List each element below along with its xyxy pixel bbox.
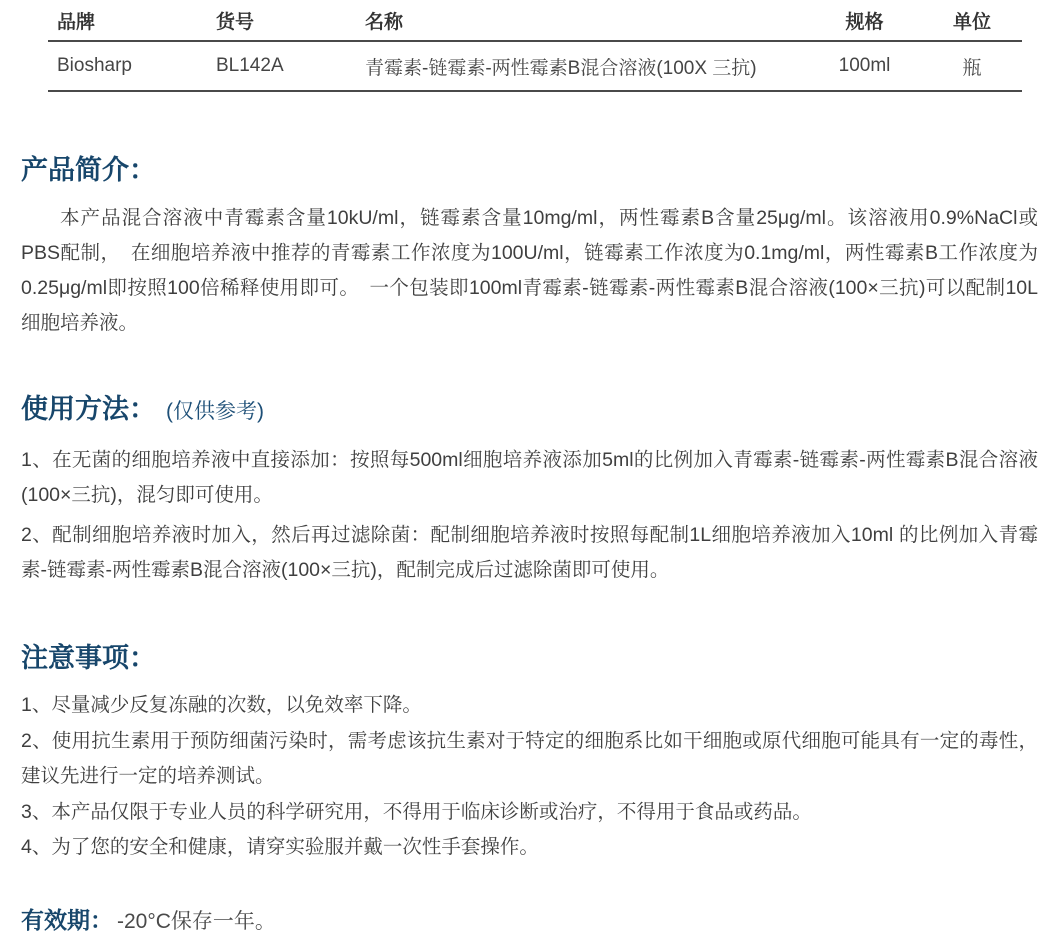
table-header-row xyxy=(48,0,1022,41)
column-header-unit: 单位 xyxy=(952,11,991,33)
section-title-precautions: 注意事项： xyxy=(21,642,156,673)
usage-title-text: 使用方法： xyxy=(21,394,156,425)
precaution-item: 4、为了您的安全和健康，请穿实验服并戴一次性手套操作。 xyxy=(21,836,539,859)
usage-step-item: 2、配制细胞培养液时加入，然后再过滤除菌：配制细胞培养液时按照每配制1L细胞培养液加入10ml 的比例加入青霉素-链霉素-两性霉素B混合溶液(100×三抗)，配制完成后过滤除菌即可使用。 xyxy=(21,523,1038,581)
cell-catalog-number: BL142A xyxy=(216,55,284,76)
document-content xyxy=(0,152,1059,931)
usage-subtitle-reference-only: (仅供参考) xyxy=(166,400,264,424)
section-title-usage xyxy=(21,391,1038,427)
column-header-catalog-number: 货号 xyxy=(216,11,255,33)
column-header-product-name: 名称 xyxy=(365,11,404,33)
column-header-brand: 品牌 xyxy=(57,11,96,33)
validity-value: -20°C保存一年。 xyxy=(117,909,276,931)
validity-row xyxy=(21,904,1038,931)
column-header-specification: 规格 xyxy=(845,11,884,33)
precaution-item: 2、使用抗生素用于预防细菌污染时，需考虑该抗生素对于特定的细胞系比如干细胞或原代细胞可能具有一定的毒性，建议先进行一定的培养测试。 xyxy=(21,729,1038,788)
table-row xyxy=(48,41,1022,91)
validity-label: 有效期： xyxy=(21,906,113,931)
section-title-product-intro: 产品简介： xyxy=(21,155,156,185)
cell-brand: Biosharp xyxy=(57,55,132,76)
precaution-item: 3、本产品仅限于专业人员的科学研究用，不得用于临床诊断或治疗，不得用于食品或药品。 xyxy=(21,800,812,823)
precaution-item: 1、尽量减少反复冻融的次数，以免效率下降。 xyxy=(21,694,422,717)
usage-step-item: 1、在无菌的细胞培养液中直接添加：按照每500ml细胞培养液添加5ml的比例加入青霉素-链霉素-两性霉素B混合溶液(100×三抗)，混匀即可使用。 xyxy=(21,448,1038,506)
product-intro-paragraph: 本产品混合溶液中青霉素含量10kU/ml，链霉素含量10mg/ml，两性霉素B含量25μg/ml。该溶液用0.9%NaCl或PBS配制， 在细胞培养液中推荐的青霉素工作浓度为100U/ml，链霉素工作浓度为0.1mg/ml，两性霉素B工作浓度为0.25μg/ml即按照100倍稀释使用即可。 一个包装即100ml青霉素-链霉素-两性霉素B混合溶液(100×三抗)可以配制10L细胞培养液。 xyxy=(21,207,1038,335)
cell-unit: 瓶 xyxy=(962,57,982,79)
cell-product-name: 青霉素-链霉素-两性霉素B混合溶液(100X 三抗) xyxy=(365,57,757,79)
cell-specification: 100ml xyxy=(838,55,891,76)
product-spec-table xyxy=(48,0,1022,92)
